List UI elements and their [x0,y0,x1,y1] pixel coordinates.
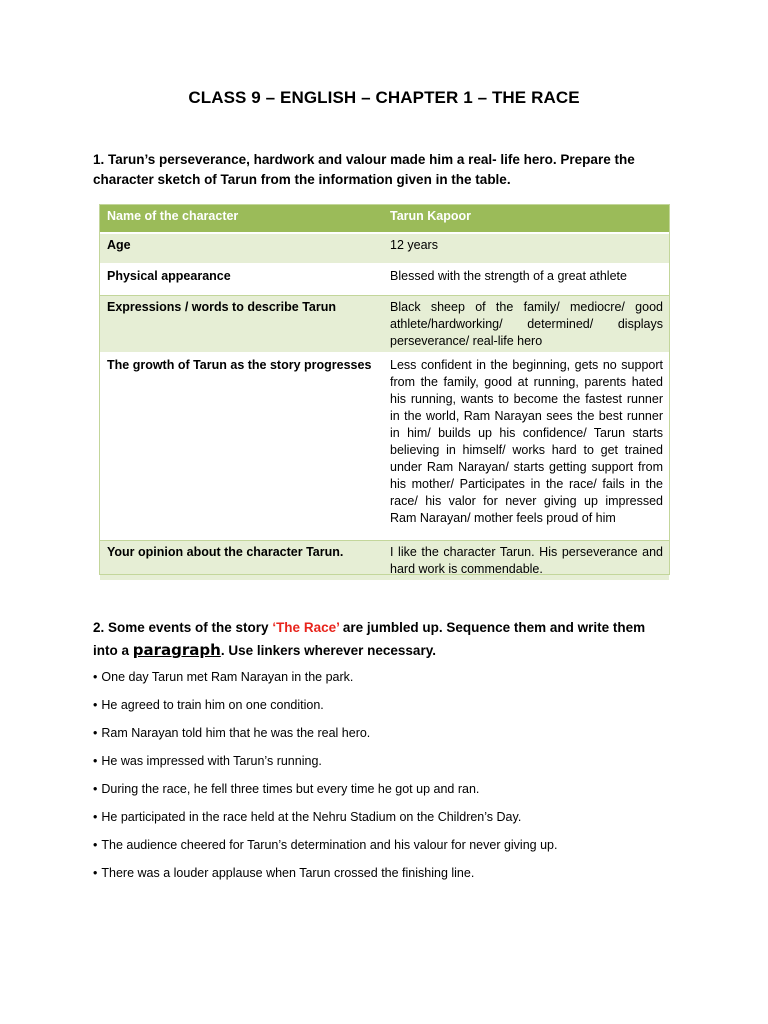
row-label: Your opinion about the character Tarun. [100,541,383,582]
character-table [100,205,669,582]
list-item [93,836,693,864]
page-title: CLASS 9 – ENGLISH – CHAPTER 1 – THE RACE [188,88,580,107]
event-text: During the race, he fell three times but every time he got up and ran. [101,782,480,796]
row-label: Expressions / words to describe Tarun [100,295,383,353]
row-label: Age [100,233,383,264]
event-text: Ram Narayan told him that he was the real hero. [101,726,371,740]
table-row [100,233,669,264]
table-header-row [100,205,669,233]
row-value: Blessed with the strength of a great athlete [383,264,669,295]
table-row [100,353,669,541]
event-text: There was a louder applause when Tarun crossed the finishing line. [101,866,475,880]
event-text: He was impressed with Tarun’s running. [101,754,322,768]
table-header-cell: Tarun Kapoor [383,205,669,233]
list-item [93,808,693,836]
question-1: 1. Tarun’s perseverance, hardwork and valour made him a real- life hero. Prepare the character sketch of Tarun from the information given in the table. [93,152,635,187]
table-row [100,264,669,295]
row-value: I like the character Tarun. His perseverance and hard work is commendable. [383,541,669,582]
paragraph-keyword: paragraph [132,641,221,659]
list-item [93,864,693,892]
q2-middle: are jumbled up. Sequence them and write them into a [93,620,646,658]
bullet-icon: • [93,866,98,880]
list-item [93,724,693,752]
event-text: He agreed to train him on one condition. [101,698,324,712]
event-text: One day Tarun met Ram Narayan in the park. [101,670,354,684]
list-item [93,752,693,780]
list-item [93,668,693,696]
bullet-icon: • [93,670,98,684]
row-value: Black sheep of the family/ mediocre/ good athlete/hardworking/ determined/ displays perseverance/ real-life hero [383,295,669,353]
event-text: He participated in the race held at the Nehru Stadium on the Children’s Day. [101,810,522,824]
event-text: The audience cheered for Tarun’s determination and his valour for never giving up. [101,838,558,852]
table-row [100,541,669,582]
row-value: 12 years [383,233,669,264]
bullet-icon: • [93,698,98,712]
jumbled-events-list [93,668,693,892]
q2-suffix: . Use linkers wherever necessary. [220,643,436,658]
list-item [93,696,693,724]
story-name: ‘The Race’ [272,620,340,635]
table-header-cell: Name of the character [100,205,383,233]
list-item [93,780,693,808]
bullet-icon: • [93,754,98,768]
bullet-icon: • [93,782,98,796]
table-row [100,295,669,353]
row-label: Physical appearance [100,264,383,295]
q2-prefix: 2. Some events of the story [93,620,273,635]
row-label: The growth of Tarun as the story progresses [100,353,383,541]
question-2 [93,617,673,662]
bullet-icon: • [93,726,98,740]
bullet-icon: • [93,838,98,852]
row-value: Less confident in the beginning, gets no support from the family, good at running, parents hated his running, wants to become the fastest runner in the world, Ram Narayan sees the best runner in him/ builds up his confidence/ Tarun starts believing in himself/ works hard to get trained under Ram Narayan/ starts getting support from his mother/ Participates in the race/ fails in the race/ his valor for never giving up impressed Ram Narayan/ mother feels proud of him [383,353,669,541]
bullet-icon: • [93,810,98,824]
